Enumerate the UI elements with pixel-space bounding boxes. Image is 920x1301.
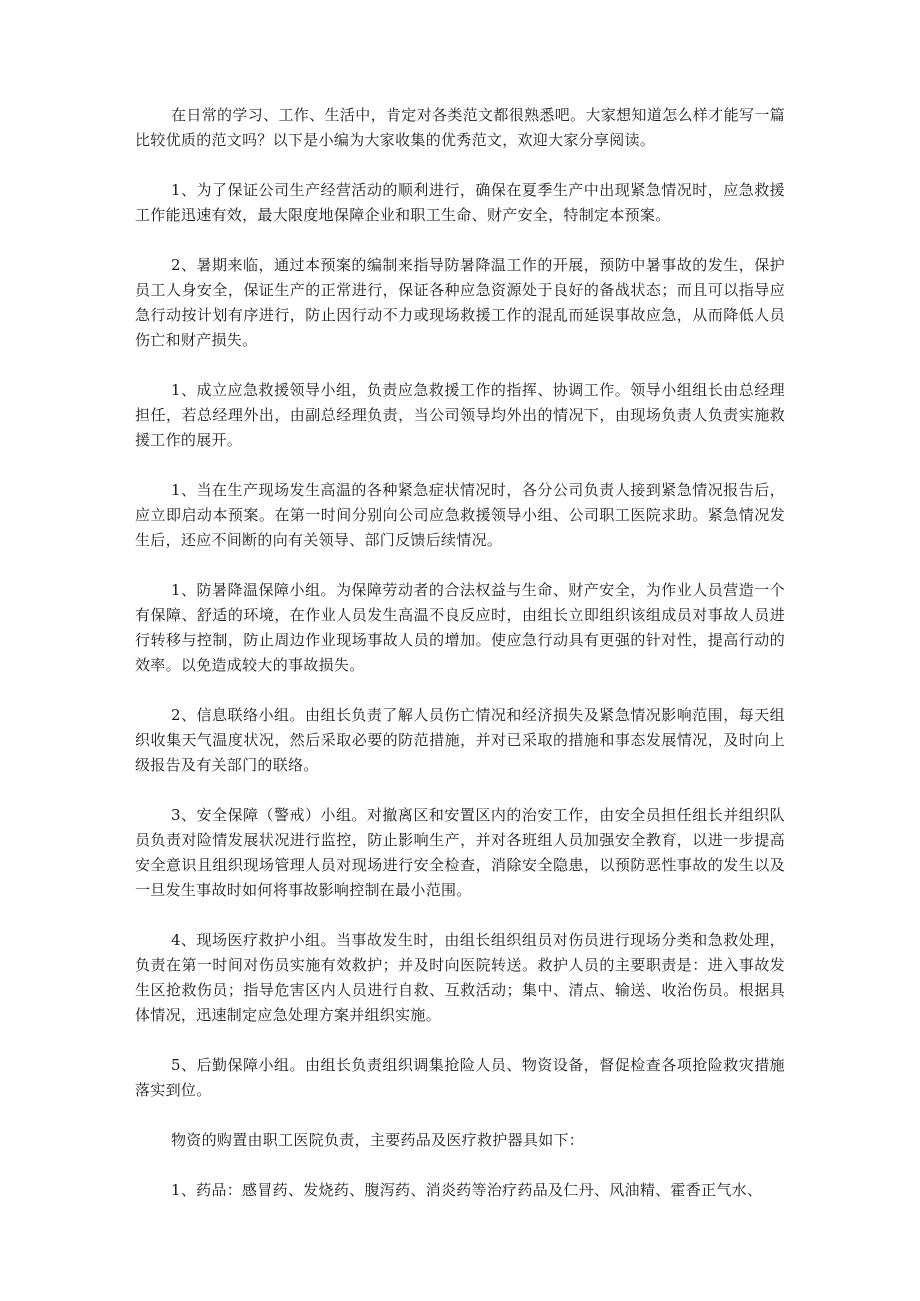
intro-paragraph: 在日常的学习、工作、生活中，肯定对各类范文都很熟悉吧。大家想知道怎么样才能写一篇比较优质的范文吗？以下是小编为大家收集的优秀范文，欢迎大家分享阅读。 (135, 106, 785, 149)
paragraph-medicines: 1、药品：感冒药、发烧药、腹泻药、消炎药等治疗药品及仁丹、风油精、霍香正气水、 (171, 1181, 763, 1199)
paragraph-supplies-intro: 物资的购置由职工医院负责，主要药品及医疗救护器具如下： (171, 1131, 585, 1149)
paragraph-security-group: 3、安全保障（警戒）小组。对撤离区和安置区内的治安工作，由安全员担任组长并组织队员负责对险情发展状况进行监控，防止影响生产，并对各班组人员加强安全教育，以进一步提高安全意识且组织现场管理人员对现场进行安全检查，消除安全隐患，以预防恶性事故的发生以及一旦发生事故时如何将事故影响控制在最小范围。 (135, 806, 785, 899)
paragraph-purpose-2: 2、暑期来临，通过本预案的编制来指导防暑降温工作的开展，预防中暑事故的发生，保护员工人身安全，保证生产的正常进行，保证各种应急资源处于良好的备战状态；而且可以指导应急行动按计划有序进行，防止因行动不力或现场救援工作的混乱而延误事故应急，从而降低人员伤亡和财产损失。 (135, 256, 785, 349)
paragraph-purpose-1: 1、为了保证公司生产经营活动的顺利进行，确保在夏季生产中出现紧急情况时，应急救援工作能迅速有效，最大限度地保障企业和职工生命、财产安全，特制定本预案。 (135, 181, 785, 224)
paragraph-leadership-group: 1、成立应急救援领导小组，负责应急救援工作的指挥、协调工作。领导小组组长由总经理担任，若总经理外出，由副总经理负责，当公司领导均外出的情况下，由现场负责人负责实施救援工作的展开。 (135, 381, 785, 449)
paragraph-liaison-group: 2、信息联络小组。由组长负责了解人员伤亡情况和经济损失及紧急情况影响范围，每天组织收集天气温度状况，然后采取必要的防范措施，并对已采取的措施和事态发展情况，及时向上级报告及有关部门的联络。 (135, 706, 785, 774)
paragraph-medical-group: 4、现场医疗救护小组。当事故发生时，由组长组织组员对伤员进行现场分类和急救处理，负责在第一时间对伤员实施有效救护；并及时向医院转送。救护人员的主要职责是：进入事故发生区抢救伤员；指导危害区内人员进行自救、互救活动；集中、清点、输送、收治伤员。根据具体情况，迅速制定应急处理方案并组织实施。 (135, 931, 785, 1024)
document-body (135, 103, 785, 1228)
paragraph-cooling-group: 1、防暑降温保障小组。为保障劳动者的合法权益与生命、财产安全，为作业人员营造一个有保障、舒适的环境，在作业人员发生高温不良反应时，由组长立即组织该组成员对事故人员进行转移与控制，防止周边作业现场事故人员的增加。使应急行动具有更强的针对性，提高行动的效率。以免造成较大的事故损失。 (135, 581, 785, 674)
paragraph-emergency-start: 1、当在生产现场发生高温的各种紧急症状情况时，各分公司负责人接到紧急情况报告后，应立即启动本预案。在第一时间分别向公司应急救援领导小组、公司职工医院求助。紧急情况发生后，还应不间断的向有关领导、部门反馈后续情况。 (135, 481, 785, 549)
paragraph-logistics-group: 5、后勤保障小组。由组长负责组织调集抢险人员、物资设备，督促检查各项抢险救灾措施落实到位。 (135, 1056, 785, 1099)
